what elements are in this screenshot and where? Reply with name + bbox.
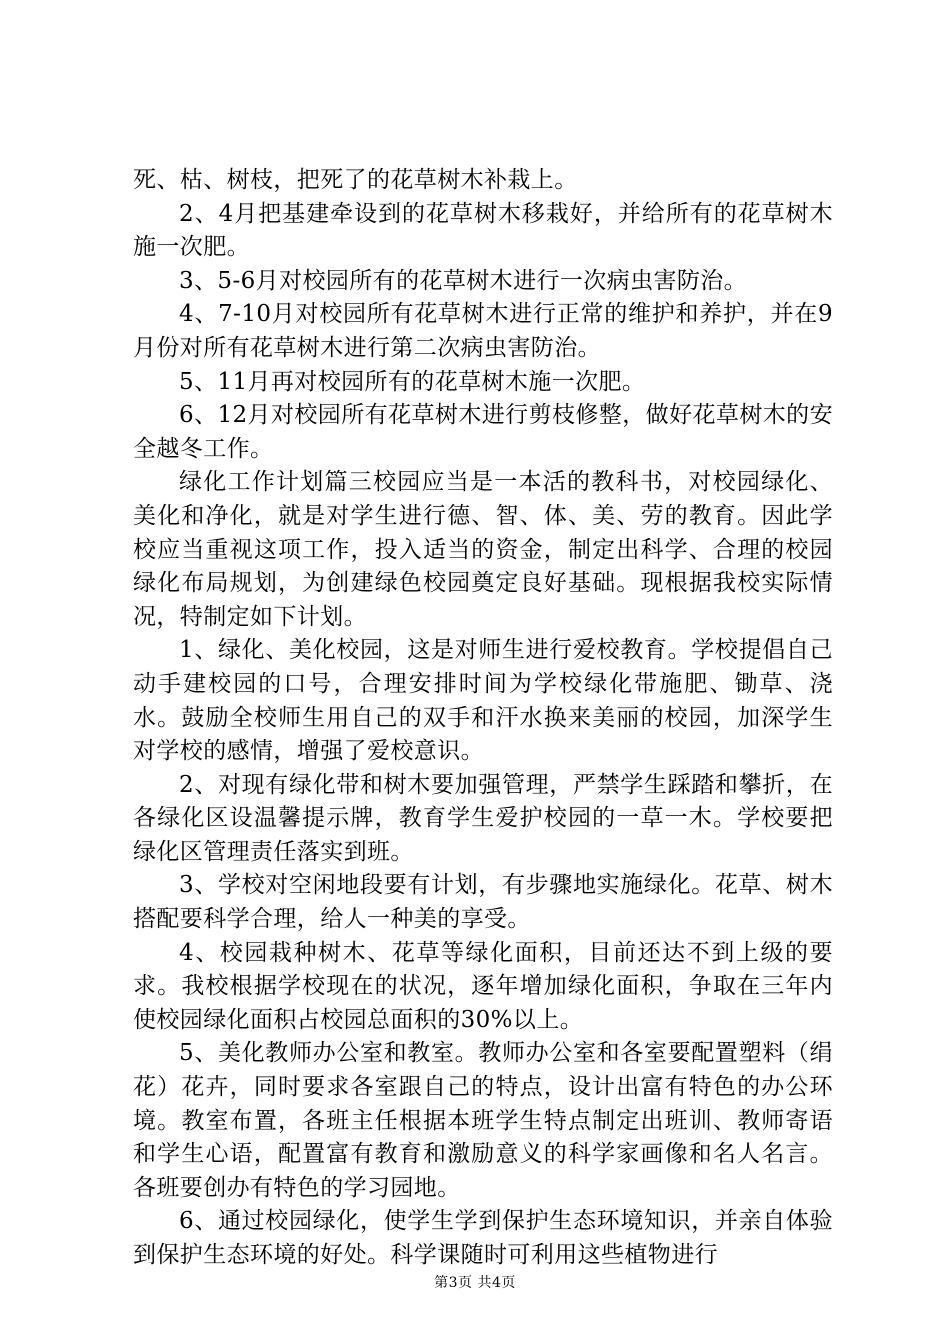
paragraph-continuation: 死、枯、树枝，把死了的花草树木补栽上。 bbox=[133, 167, 578, 193]
paragraph-plan-item-5: 5、美化教师办公室和教室。教师办公室和各室要配置塑料（绢花）花卉，同时要求各室跟自己的特点，设计出富有特色的办公环境。教室布置，各班主任根据本班学生特点制定出班训、教师寄语和学生心语，配置富有教育和激励意义的科学家画像和名人名言。各班要创办有特色的学习园地。 bbox=[133, 1040, 833, 1201]
page-number-footer: 第3页 共4页 bbox=[434, 1275, 516, 1291]
paragraph-plan-item-2: 2、对现有绿化带和树木要加强管理，严禁学生踩踏和攀折，在各绿化区设温馨提示牌，教育学生爱护校园的一草一木。学校要把绿化区管理责任落实到班。 bbox=[133, 771, 833, 865]
document-body bbox=[133, 164, 833, 1273]
paragraph-item-4: 4、7-10月对校园所有花草树木进行正常的维护和养护，并在9月份对所有花草树木进行第二次病虫害防治。 bbox=[133, 301, 833, 361]
paragraph-plan-item-3: 3、学校对空闲地段要有计划，有步骤地实施绿化。花草、树木搭配要科学合理，给人一种美的享受。 bbox=[133, 872, 833, 933]
paragraph-item-6: 6、12月对校园所有花草树木进行剪枝修整，做好花草树木的安全越冬工作。 bbox=[133, 402, 833, 462]
paragraph-plan-item-4: 4、校园栽种树木、花草等绿化面积，目前还达不到上级的要求。我校根据学校现在的状况，逐年增加绿化面积，争取在三年内使校园绿化面积占校园总面积的30%以上。 bbox=[133, 939, 833, 1033]
paragraph-item-2: 2、4月把基建牵设到的花草树木移栽好，并给所有的花草树木施一次肥。 bbox=[133, 200, 833, 261]
paragraph-plan-item-1: 1、绿化、美化校园，这是对师生进行爱校教育。学校提倡自己动手建校园的口号，合理安排时间为学校绿化带施肥、锄草、浇水。鼓励全校师生用自己的双手和汗水换来美丽的校园，加深学生对学校的感情，增强了爱校意识。 bbox=[133, 637, 833, 765]
paragraph-item-3: 3、5-6月对校园所有的花草树木进行一次病虫害防治。 bbox=[179, 267, 748, 294]
paragraph-plan-intro: 绿化工作计划篇三校园应当是一本活的教科书，对校园绿化、美化和净化，就是对学生进行德、智、体、美、劳的教育。因此学校应当重视这项工作，投入适当的资金，制定出科学、合理的校园绿化布局规划，为创建绿色校园奠定良好基础。现根据我校实际情况，特制定如下计划。 bbox=[133, 469, 833, 630]
paragraph-item-5: 5、11月再对校园所有的花草树木施一次肥。 bbox=[179, 368, 646, 395]
paragraph-plan-item-6: 6、通过校园绿化，使学生学到保护生态环境知识，并亲自体验到保护生态环境的好处。科学课随时可利用这些植物进行 bbox=[133, 1208, 833, 1268]
